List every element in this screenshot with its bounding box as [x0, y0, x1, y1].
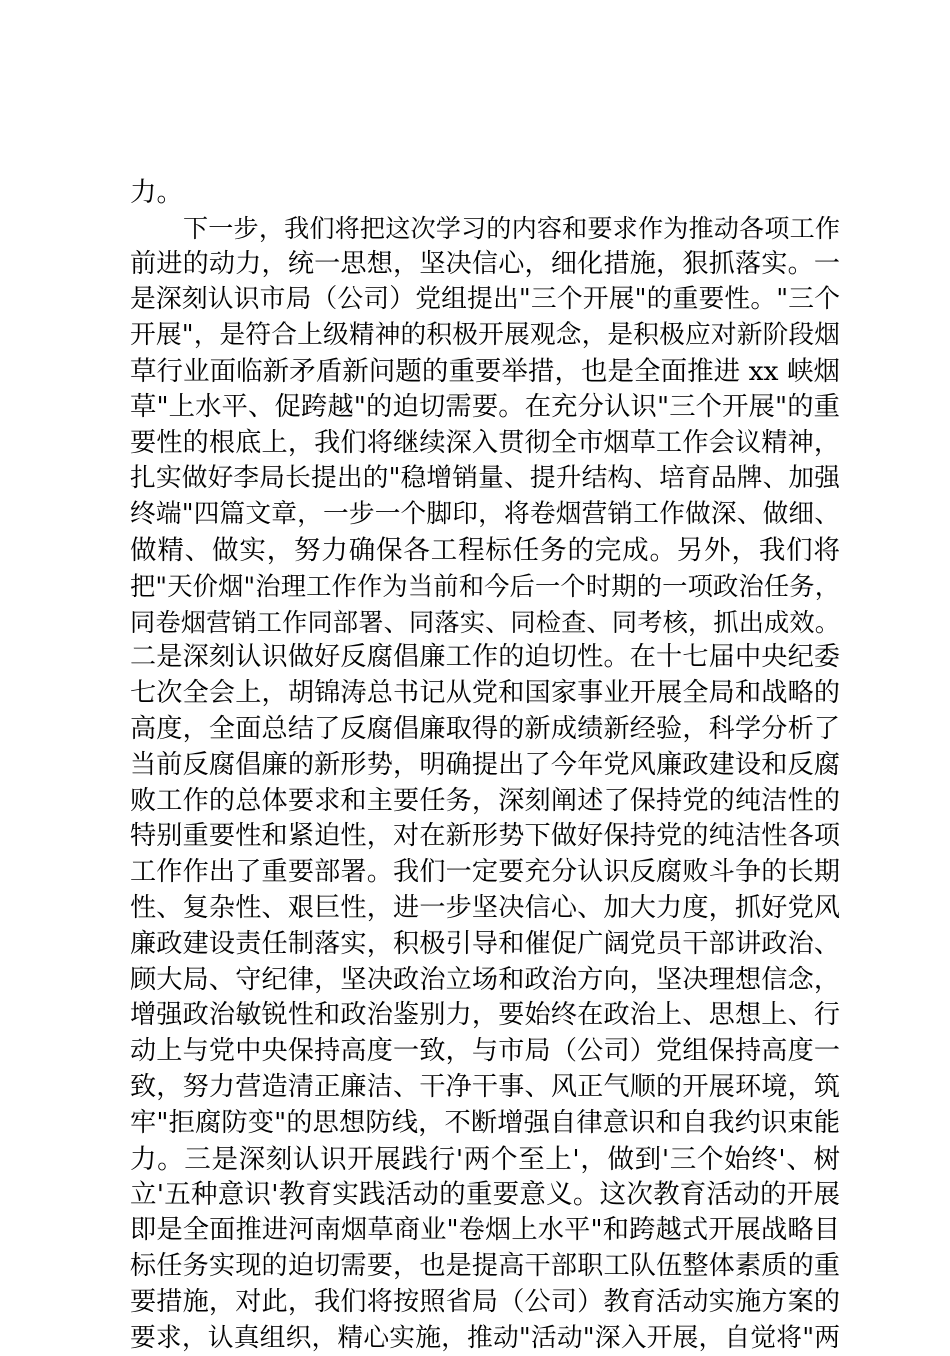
text-line: 牢"拒腐防变"的思想防线，不断增强自律意识和自我约识束能 — [130, 1106, 840, 1142]
text-line: 致，努力营造清正廉洁、干净干事、风正气顺的开展环境，筑 — [130, 1070, 840, 1106]
text-line: 是深刻认识市局（公司）党组提出"三个开展"的重要性。"三个 — [130, 282, 840, 318]
text-line: 廉政建设责任制落实，积极引导和催促广阔党员干部讲政治、 — [130, 927, 840, 963]
text-line: 增强政治敏锐性和政治鉴别力，要始终在政治上、思想上、行 — [130, 998, 840, 1034]
text-line: 二是深刻认识做好反腐倡廉工作的迫切性。在十七届中央纪委 — [130, 640, 840, 676]
text-line: 力。 — [130, 175, 840, 211]
text-line: 工作作出了重要部署。我们一定要充分认识反腐败斗争的长期 — [130, 855, 840, 891]
text-line: 开展"，是符合上级精神的积极开展观念，是积极应对新阶段烟 — [130, 318, 840, 354]
text-line: 把"天价烟"治理工作作为当前和今后一个时期的一项政治任务， — [130, 569, 840, 605]
text-line: 扎实做好李局长提出的"稳增销量、提升结构、培育品牌、加强 — [130, 461, 840, 497]
body-text — [130, 175, 840, 1356]
text-line: 草"上水平、促跨越"的迫切需要。在充分认识"三个开展"的重 — [130, 390, 840, 426]
text-line: 做精、做实，努力确保各工程标任务的完成。另外，我们将 — [130, 533, 840, 569]
text-line: 要措施，对此，我们将按照省局（公司）教育活动实施方案的 — [130, 1285, 840, 1321]
text-line: 草行业面临新矛盾新问题的重要举措，也是全面推进 xx 峡烟 — [130, 354, 840, 390]
text-line: 顾大局、守纪律，坚决政治立场和政治方向，坚决理想信念， — [130, 963, 840, 999]
text-line: 高度，全面总结了反腐倡廉取得的新成绩新经验，科学分析了 — [130, 712, 840, 748]
text-line: 同卷烟营销工作同部署、同落实、同检查、同考核，抓出成效。 — [130, 605, 840, 641]
text-line: 标任务实现的迫切需要，也是提高干部职工队伍整体素质的重 — [130, 1249, 840, 1285]
paragraph-first-line: 下一步，我们将把这次学习的内容和要求作为推动各项工作 — [130, 211, 840, 247]
text-line: 败工作的总体要求和主要任务，深刻阐述了保持党的纯洁性的 — [130, 784, 840, 820]
text-line: 特别重要性和紧迫性，对在新形势下做好保持党的纯洁性各项 — [130, 819, 840, 855]
text-line: 即是全面推进河南烟草商业"卷烟上水平"和跨越式开展战略目 — [130, 1213, 840, 1249]
text-line: 要性的根底上，我们将继续深入贯彻全市烟草工作会议精神， — [130, 426, 840, 462]
text-line: 立'五种意识'教育实践活动的重要意义。这次教育活动的开展 — [130, 1177, 840, 1213]
text-line: 当前反腐倡廉的新形势，明确提出了今年党风廉政建设和反腐 — [130, 748, 840, 784]
text-line: 性、复杂性、艰巨性，进一步坚决信心、加大力度，抓好党风 — [130, 891, 840, 927]
text-line: 力。三是深刻认识开展践行'两个至上'，做到'三个始终'、树 — [130, 1142, 840, 1178]
text-line: 终端"四篇文章，一步一个脚印，将卷烟营销工作做深、做细、 — [130, 497, 840, 533]
text-line: 要求，认真组织，精心实施，推动"活动"深入开展，自觉将"两 — [130, 1321, 840, 1356]
text-line: 动上与党中央保持高度一致，与市局（公司）党组保持高度一 — [130, 1034, 840, 1070]
text-line: 前进的动力，统一思想，坚决信心，细化措施，狠抓落实。一 — [130, 247, 840, 283]
text-line: 七次全会上，胡锦涛总书记从党和国家事业开展全局和战略的 — [130, 676, 840, 712]
